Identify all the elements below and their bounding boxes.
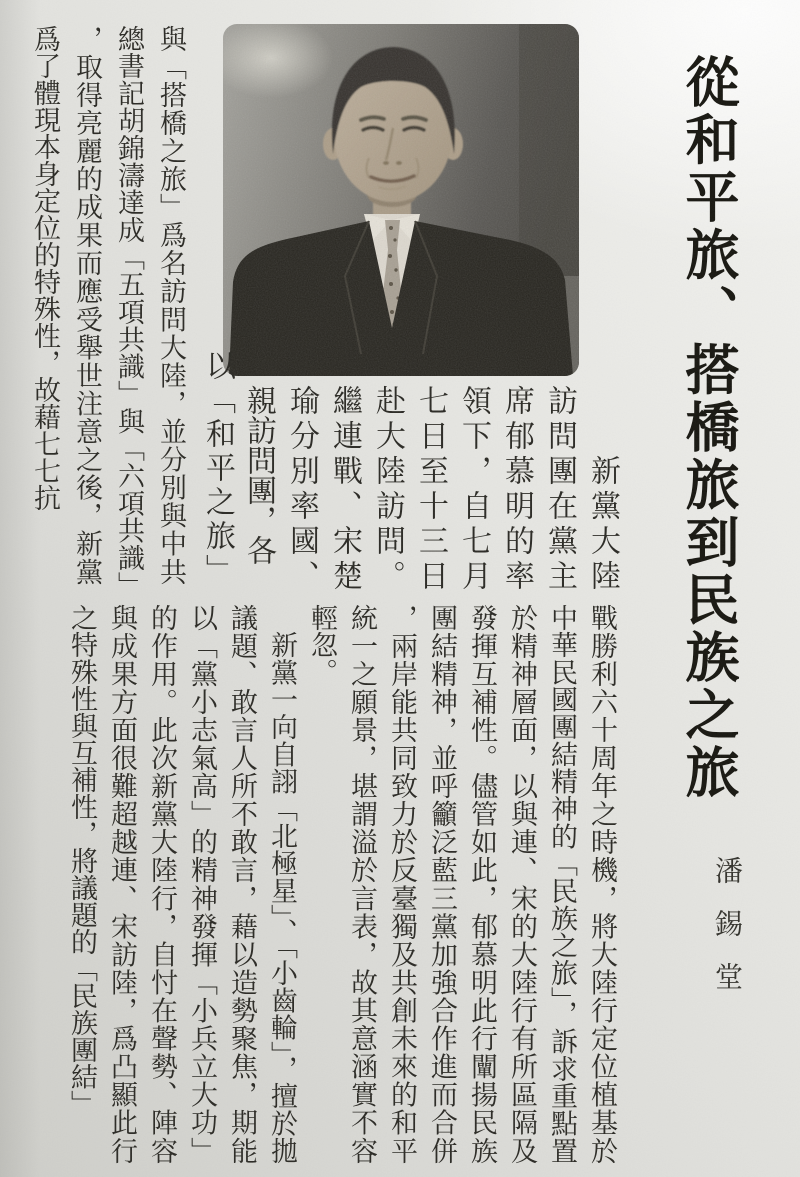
article-title: 從和平旅、搭橋旅到民族之旅 [678, 54, 738, 802]
portrait-photo [223, 24, 579, 376]
paragraph-intro-continuation: 以「和平之旅」 [201, 350, 234, 588]
body-paragraph-2: 新黨一向自詡「北極星」、「小齒輪」，擅於拋議題、敢言人所不敢言，藉以造勢聚焦，期能以「黨小志氣高」的精神發揮「小兵立大功」的作用。此次新黨大陸行，自忖在聲勢、陣容與成果方面很難超越連、宋訪陸，爲凸顯此行之特殊性與互補性，將議題的「民族團結」 [67, 604, 297, 1164]
portrait-photo-illustration [223, 24, 579, 376]
article-body [22, 604, 622, 1164]
author-name: 潘錫堂 [711, 856, 742, 1015]
paragraph-intro: 新黨大陸訪問團在黨主席郁慕明的率領下，自七月七日至十三日赴大陸訪問。繼連戰、宋楚瑜分別率國、親訪問團，各 [242, 385, 619, 590]
body-paragraph-1: 戰勝利六十周年之時機，將大陸行定位植基於中華民國團結精神的「民族之旅」，訴求重點置於精神層面，以與連、宋的大陸行有所區隔及發揮互補性。儘管如此，郁慕明此行闡揚民族團結精神，並呼籲泛藍三黨加強合作進而合併，兩岸能共同致力於反臺獨及共創未來的和平統一之願景，堪謂溢於言表，故其意涵實不容輕忽。 [307, 604, 617, 1164]
paragraph-top-left: 與「搭橋之旅」爲名訪問大陸，並分別與中共總書記胡錦濤達成「五項共識」與「六項共識」，取得亮麗的成果而應受舉世注意之後，新黨爲了體現本身定位的特殊性，故藉七七抗 [30, 25, 186, 585]
photo-grain [223, 24, 579, 376]
